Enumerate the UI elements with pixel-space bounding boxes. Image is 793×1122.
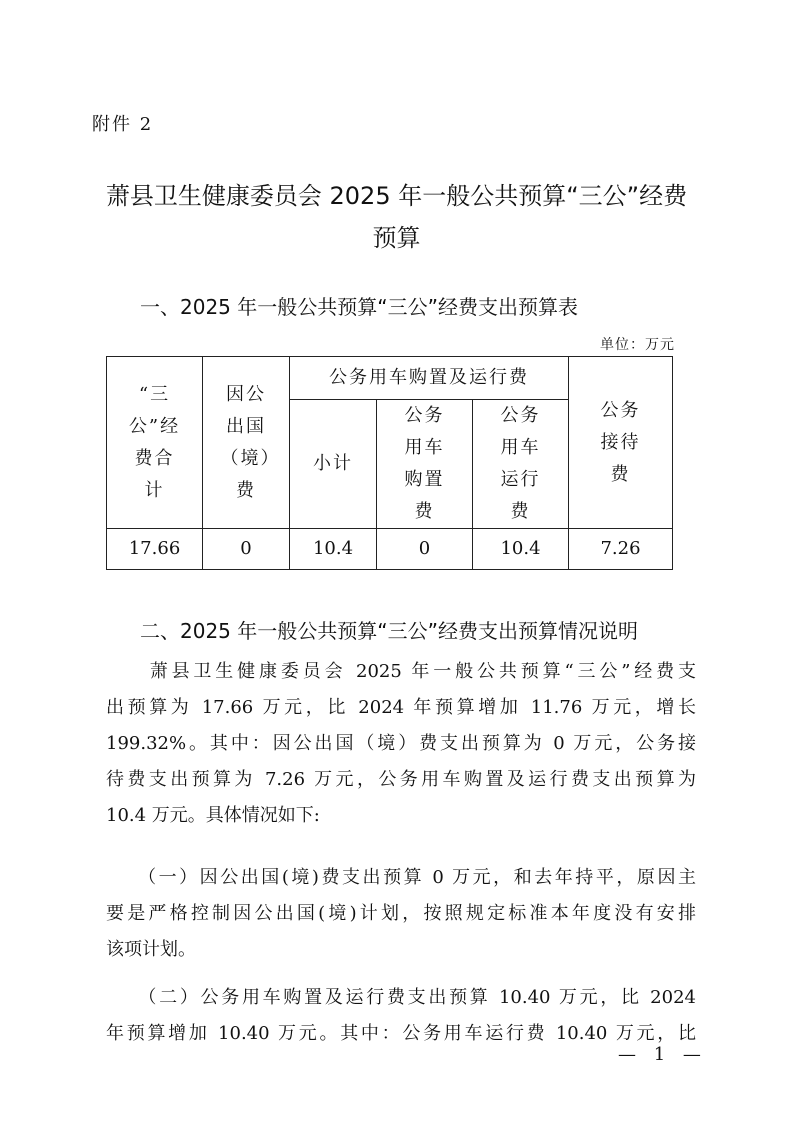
header-vehicle-group: 公务用车购置及运行费 (290, 357, 569, 400)
value-vehicle-operation: 10.4 (473, 529, 569, 570)
document-title-line1: 萧县卫生健康委员会 2025 年一般公共预算“三公”经费 (105, 182, 688, 210)
paragraph-line: 年预算增加 10.40 万元。其中：公务用车运行费 10.40 万元，比 (106, 1023, 696, 1044)
value-vehicle-purchase: 0 (377, 529, 473, 570)
header-vehicle-purchase: 公务用车购置费 (377, 400, 473, 529)
value-reception: 7.26 (569, 529, 673, 570)
explanation-paragraph-3 (106, 980, 696, 1052)
unit-label: 单位：万元 (600, 337, 675, 353)
section2-heading: 二、2025 年一般公共预算“三公”经费支出预算情况说明 (140, 619, 638, 643)
explanation-paragraph-1 (106, 654, 696, 834)
header-overseas: 因公出国（境）费 (203, 357, 290, 529)
document-title-line2: 预算 (372, 224, 421, 252)
paragraph-line: 萧县卫生健康委员会 2025 年一般公共预算“三公”经费支 (106, 661, 696, 682)
paragraph-line: 10.4 万元。具体情况如下: (106, 805, 320, 826)
explanation-paragraph-2 (106, 860, 696, 968)
page-number: — 1 — (618, 1044, 707, 1065)
budget-table (106, 356, 673, 570)
paragraph-line: 该项计划。 (106, 939, 196, 960)
value-total: 17.66 (107, 529, 203, 570)
header-reception: 公务接待费 (569, 357, 673, 529)
paragraph-line: 要是严格控制因公出国(境)计划，按照规定标准本年度没有安排 (106, 903, 696, 924)
attachment-label: 附件 2 (92, 114, 154, 135)
paragraph-line: 待费支出预算为 7.26 万元，公务用车购置及运行费支出预算为 (106, 769, 696, 790)
value-overseas: 0 (203, 529, 290, 570)
header-total: “三公”经费合计 (107, 357, 203, 529)
value-vehicle-subtotal: 10.4 (290, 529, 377, 570)
paragraph-line: 出预算为 17.66 万元，比 2024 年预算增加 11.76 万元，增长 (106, 697, 696, 718)
paragraph-line: 199.32%。其中：因公出国（境）费支出预算为 0 万元，公务接 (106, 733, 696, 754)
header-vehicle-subtotal: 小计 (290, 400, 377, 529)
header-vehicle-operation: 公务用车运行费 (473, 400, 569, 529)
paragraph-line: （二）公务用车购置及运行费支出预算 10.40 万元，比 2024 (106, 987, 696, 1008)
section1-heading: 一、2025 年一般公共预算“三公”经费支出预算表 (140, 295, 578, 319)
paragraph-line: （一）因公出国(境)费支出预算 0 万元，和去年持平，原因主 (106, 867, 696, 888)
